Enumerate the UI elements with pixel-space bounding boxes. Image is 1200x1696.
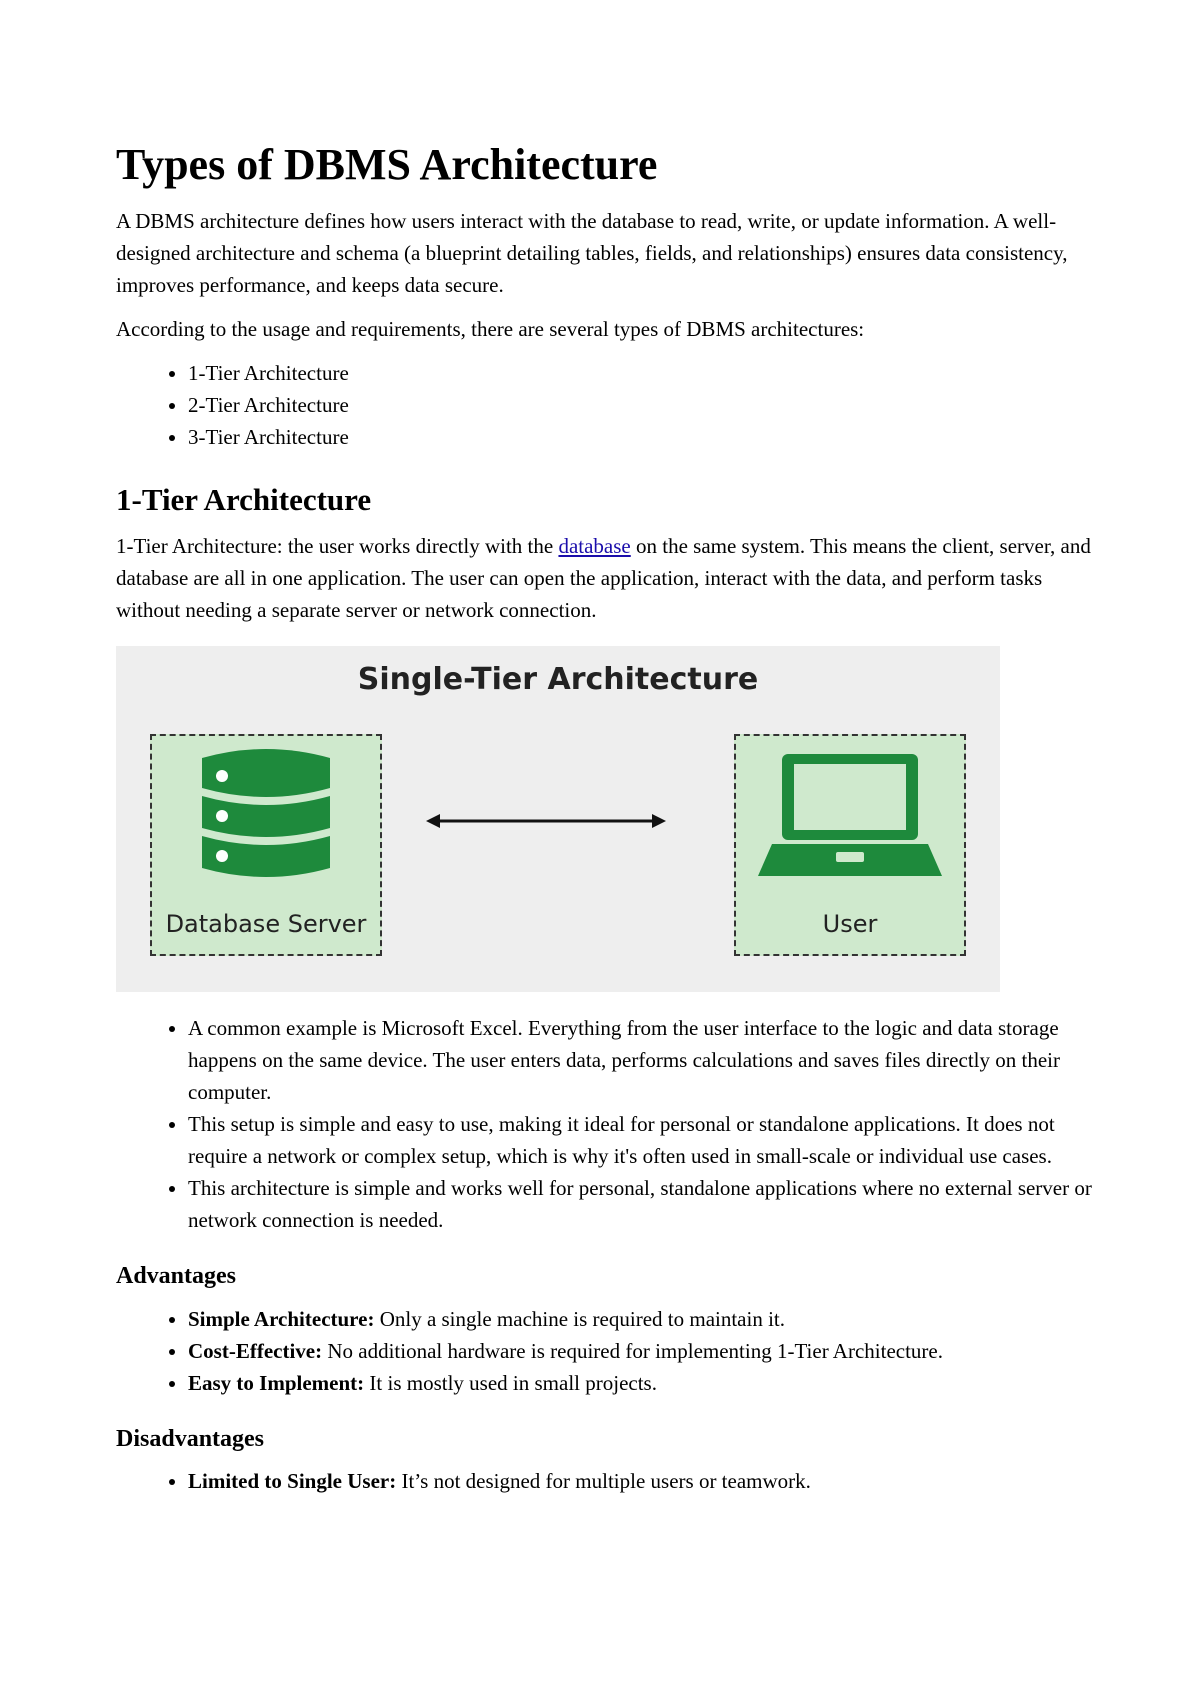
user-label: User	[822, 909, 878, 938]
list-item	[188, 1367, 1106, 1399]
list-item	[188, 1303, 1106, 1335]
diagram-title: Single-Tier Architecture	[357, 661, 759, 697]
list-item: • This architecture is simple and works well for personal, standalone applications where no external server or network connection is needed.	[188, 1172, 1106, 1236]
tier1-text-after: on the same system. This means the client, server, and database are all in one application. The user can open the application, interact with the data, and perform tasks without needing a separate server or network connection.	[116, 533, 1091, 622]
tier1-details-list	[116, 1012, 1106, 1236]
tier1-paragraph	[116, 530, 1106, 626]
intro-paragraph: A DBMS architecture defines how users interact with the database to read, write, or update information. A well-designed architecture and schema (a blueprint detailing tables, fields, and relationships) ensures data consistency, improves performance, and keeps data secure.	[116, 208, 1068, 297]
document-content	[116, 140, 1106, 1497]
advantages-list	[116, 1303, 1106, 1399]
disadvantage-term: Limited to Single User:	[188, 1469, 397, 1494]
advantage-term: Easy to Implement:	[188, 1370, 365, 1395]
list-item: • 1-Tier Architecture	[188, 357, 1106, 389]
list-item: • This setup is simple and easy to use, making it ideal for personal or standalone applications. It does not require a network or complex setup, which is why it's often used in small-scale or individual use cases.	[188, 1108, 1106, 1172]
list-item: • 2-Tier Architecture	[188, 389, 1106, 421]
single-tier-diagram	[116, 646, 1000, 992]
list-item: • 3-Tier Architecture	[188, 421, 1106, 453]
advantage-text: No additional hardware is required for implementing 1-Tier Architecture.	[322, 1338, 943, 1363]
disadvantages-heading: Disadvantages	[116, 1425, 265, 1452]
database-link[interactable]: database	[558, 533, 631, 558]
list-item: • A common example is Microsoft Excel. Everything from the user interface to the logic and data storage happens on the same device. The user enters data, performs calculations and saves files directly on their computer.	[188, 1012, 1106, 1108]
architecture-types-list	[116, 357, 1106, 453]
tier1-text-before: 1-Tier Architecture: the user works directly with the	[116, 533, 559, 558]
advantage-term: Simple Architecture:	[188, 1306, 375, 1331]
disadvantage-text: It’s not designed for multiple users or teamwork.	[396, 1469, 811, 1494]
advantage-term: Cost-Effective:	[188, 1338, 323, 1363]
disadvantages-list	[116, 1465, 1106, 1497]
intro-paragraph-types: According to the usage and requirements, there are several types of DBMS architectures:	[116, 316, 865, 341]
page-title: Types of DBMS Architecture	[116, 140, 658, 189]
user-box	[734, 734, 966, 956]
advantage-text: Only a single machine is required to maintain it.	[374, 1306, 786, 1331]
list-item	[188, 1335, 1106, 1367]
section-heading-1-tier: 1-Tier Architecture	[116, 481, 372, 517]
database-server-box	[150, 734, 382, 956]
list-item	[188, 1465, 1106, 1497]
database-server-label: Database Server	[165, 909, 367, 938]
advantage-text: It is mostly used in small projects.	[364, 1370, 657, 1395]
advantages-heading: Advantages	[116, 1262, 237, 1289]
bidirectional-arrow-icon	[426, 806, 666, 836]
